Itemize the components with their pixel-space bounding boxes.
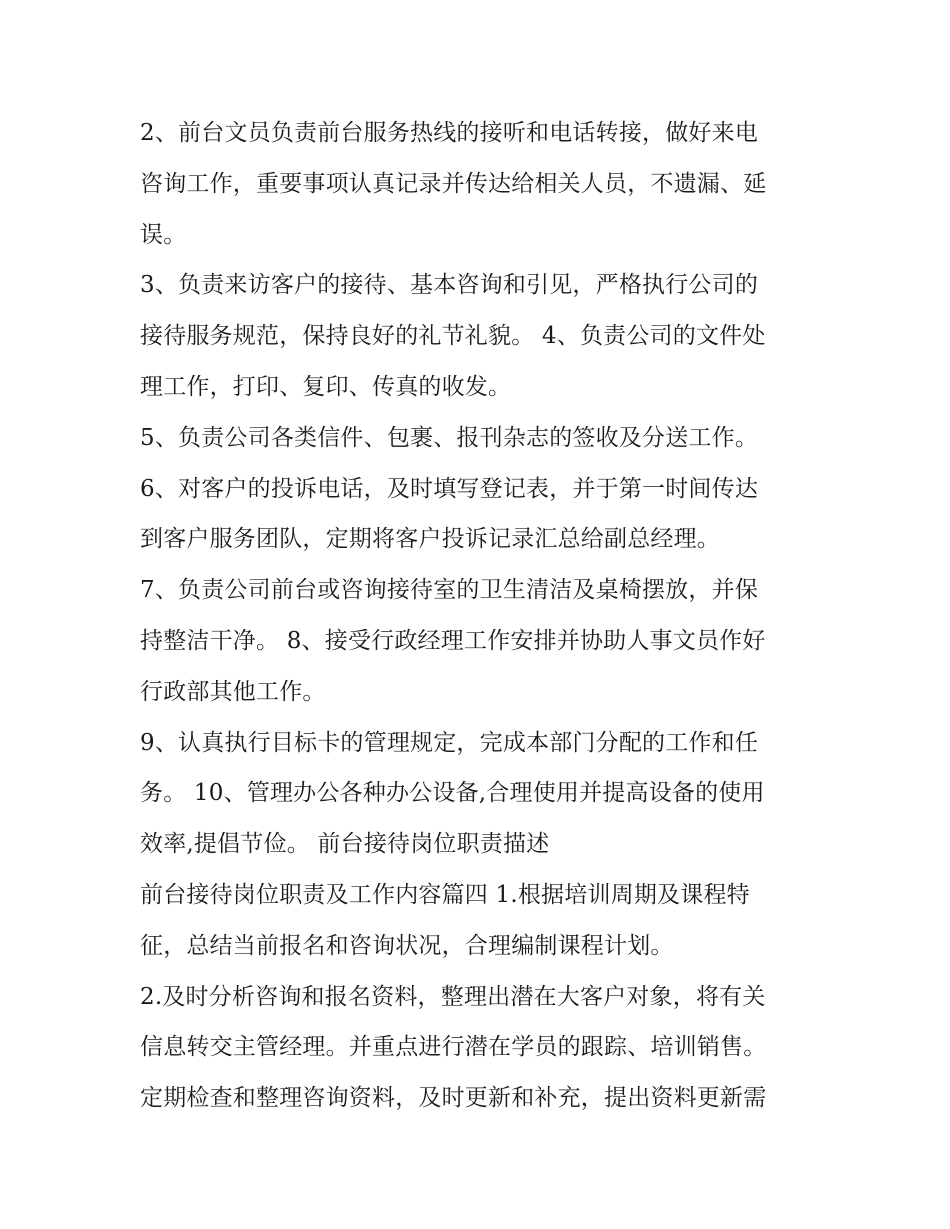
text-line: 5、负责公司各类信件、包裹、报刊杂志的签收及分送工作。: [140, 424, 759, 451]
text-line: 效率,提倡节俭。 前台接待岗位职责描述: [140, 831, 550, 858]
text-line: 信息转交主管经理。并重点进行潜在学员的跟踪、培训销售。: [140, 1034, 767, 1061]
text-line: 务。 10、管理办公各种办公设备,合理使用并提高设备的使用: [140, 780, 765, 807]
text-line: 行政部其他工作。: [140, 678, 326, 705]
text-line: 7、负责公司前台或咨询接待室的卫生清洁及桌椅摆放，并保: [140, 577, 759, 604]
text-line: 9、认真执行目标卡的管理规定，完成本部门分配的工作和任: [140, 729, 759, 756]
text-line: 接待服务规范，保持良好的礼节礼貌。 4、负责公司的文件处: [140, 323, 766, 350]
text-line: 2、前台文员负责前台服务热线的接听和电话转接，做好来电: [140, 120, 759, 146]
text-line: 定期检查和整理咨询资料，及时更新和补充，提出资料更新需: [140, 1085, 767, 1112]
text-line: 2.及时分析咨询和报名资料，整理出潜在大客户对象，将有关: [140, 983, 766, 1010]
document-body: [140, 108, 820, 1124]
text-line: 误。: [140, 221, 187, 248]
text-line: 3、负责来访客户的接待、基本咨询和引见，严格执行公司的: [140, 272, 759, 299]
text-line: 持整洁干净。 8、接受行政经理工作安排并协助人事文员作好: [140, 627, 766, 654]
text-line: 到客户服务团队，定期将客户投诉记录汇总给副总经理。: [140, 526, 720, 553]
text-line: 6、对客户的投诉电话，及时填写登记表，并于第一时间传达: [140, 475, 759, 502]
text-line: 理工作，打印、复印、传真的收发。: [140, 373, 512, 400]
text-line: 征，总结当前报名和咨询状况，合理编制课程计划。: [140, 932, 674, 959]
text-line: 前台接待岗位职责及工作内容篇四 1.根据培训周期及课程特: [140, 881, 750, 908]
text-line: 咨询工作，重要事项认真记录并传达给相关人员，不遗漏、延: [140, 170, 767, 197]
